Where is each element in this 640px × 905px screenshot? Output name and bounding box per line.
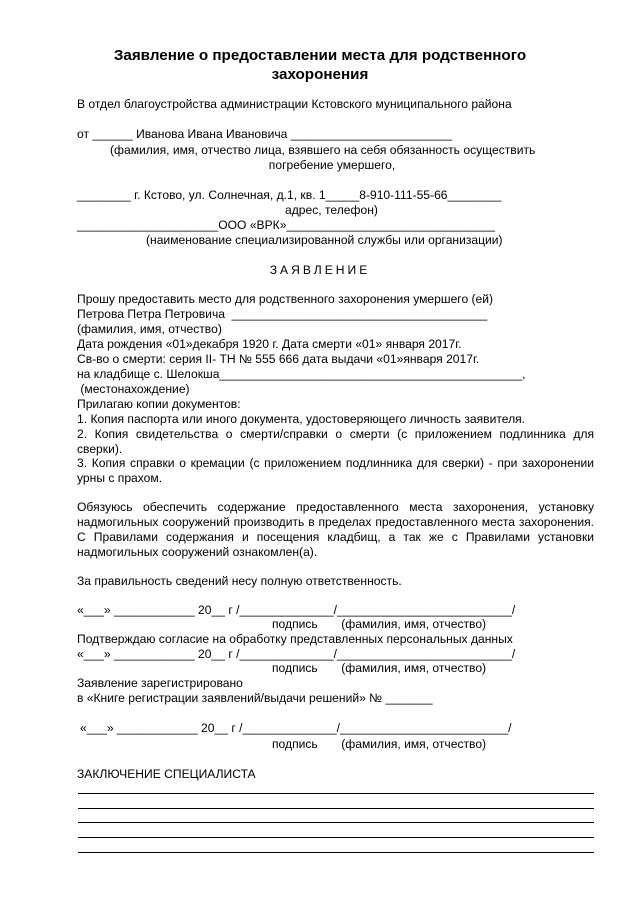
addressee: В отдел благоустройства администрации Кстовского муниципального района	[77, 97, 512, 111]
applicant-hint-1: (фамилия, имя, отчество лица, взявшего на себя обязанность осуществить	[110, 143, 536, 157]
obligation-paragraph: Обязуюсь обеспечить содержание предоставленного места захоронения, установку надмогильных сооружений производить в пределах предоставленного места захоронения. С Правилами содержания и посещения кладбищ, а так же с Правилами установки надмогильных сооружений ознакомлен(а).	[77, 500, 594, 559]
signature-hint-3: подпись (фамилия, имя, отчество)	[272, 737, 487, 751]
registration-book: в «Книге регистрации заявлений/выдачи решений» № _______	[77, 691, 433, 705]
applicant-hint-2: погребение умершего,	[268, 158, 396, 172]
applicant-name-line: от ______ Иванова Ивана Ивановича ________________________	[77, 127, 453, 141]
signature-line-1: «___» ____________ 20__ г /______________/__________________________/	[77, 603, 516, 617]
signature-hint-1: подпись (фамилия, имя, отчество)	[272, 617, 487, 631]
conclusion-rule-4	[78, 837, 594, 838]
application-heading: ЗАЯВЛЕНИЕ	[269, 263, 371, 277]
attachment-2: 2. Копия свидетельства о смерти/справки о смерти (с приложением подлинника для сверки).	[77, 427, 594, 456]
signature-line-3: «___» ____________ 20__ г /______________/_________________________/	[80, 721, 512, 735]
address-hint: адрес, телефон)	[285, 203, 378, 217]
conclusion-rule-1	[78, 793, 594, 794]
registered-statement: Заявление зарегистрировано	[77, 676, 243, 690]
location-hint: (местонахождение)	[77, 382, 190, 396]
document-title-line1: Заявление о предоставлении места для родственного	[113, 47, 527, 64]
organization-hint: (наименование специализированной службы или организации)	[146, 233, 503, 247]
document-title-line2: захоронения	[271, 66, 369, 83]
consent-statement: Подтверждаю согласие на обработку представленных персональных данных	[77, 632, 513, 646]
signature-line-2: «___» ____________ 20__ г /______________/__________________________/	[77, 647, 516, 661]
cemetery-line: на кладбище с. Шелокша_____________________________________________,	[77, 367, 526, 381]
conclusion-rule-2	[78, 808, 594, 809]
birth-death-dates: Дата рождения «01»декабря 1920 г. Дата смерти «01» января 2017г.	[77, 337, 462, 351]
organization-line: _____________________ООО «ВРК»_______________________________	[77, 218, 495, 232]
attachment-3: 3. Копия справки о кремации (с приложением подлинника для сверки) - при захоронении урны с прахом.	[77, 456, 594, 485]
conclusion-rule-5	[78, 852, 594, 853]
applicant-address-line: ________ г. Кстово, ул. Солнечная, д.1, кв. 1_____8-910-111-55-66________	[77, 188, 502, 202]
responsibility-statement: За правильность сведений несу полную ответственность.	[77, 574, 402, 588]
signature-hint-2: подпись (фамилия, имя, отчество)	[272, 661, 487, 675]
attachments-heading: Прилагаю копии документов:	[77, 397, 241, 411]
attachment-1: 1. Копия паспорта или иного документа, удостоверяющего личность заявителя.	[77, 412, 526, 426]
request-line: Прошу предоставить место для родственного захоронения умершего (ей)	[77, 292, 494, 306]
specialist-conclusion-heading: ЗАКЛЮЧЕНИЕ СПЕЦИАЛИСТА	[77, 767, 256, 781]
death-certificate: Св-во о смерти: серия II- ТН № 555 666 дата выдачи «01»января 2017г.	[77, 352, 480, 366]
conclusion-rule-3	[78, 822, 594, 823]
deceased-name-hint: (фамилия, имя, отчество)	[77, 322, 222, 336]
deceased-name-line: Петрова Петра Петровича ______________________________________	[77, 307, 488, 321]
